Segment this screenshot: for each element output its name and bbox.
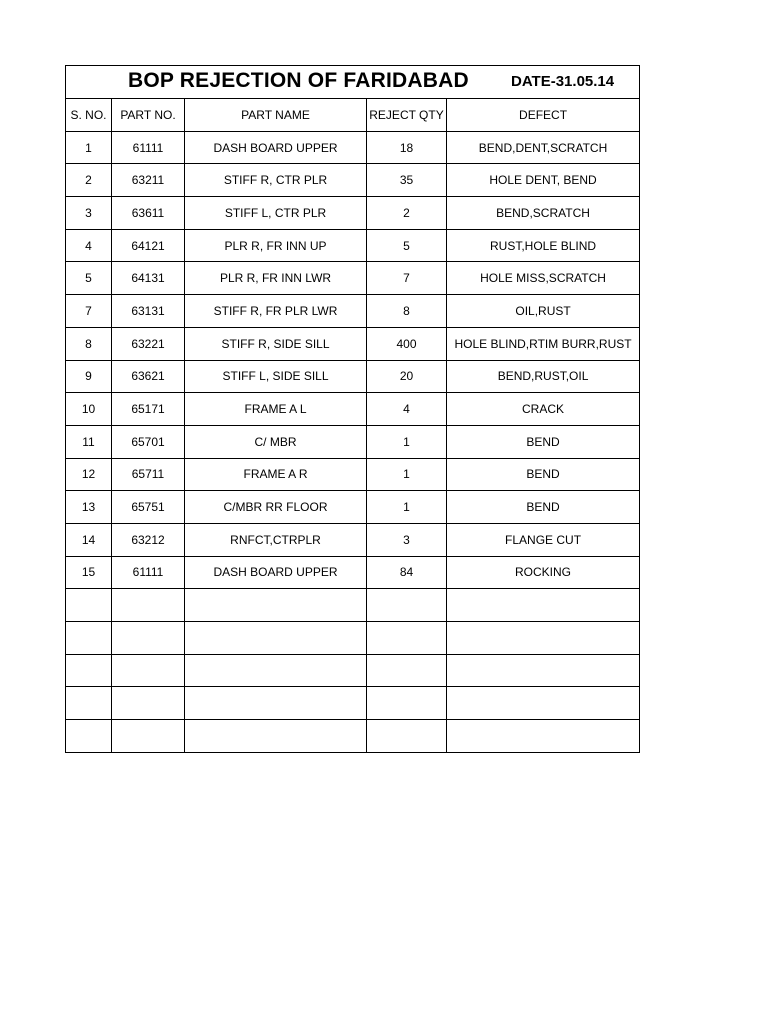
- table-row: [66, 556, 640, 589]
- cell-defect: RUST,HOLE BLIND: [447, 229, 640, 262]
- cell-part-name: STIFF L, SIDE SILL: [185, 360, 367, 393]
- cell-defect: OIL,RUST: [447, 295, 640, 328]
- table-body: [66, 66, 640, 753]
- table-row: [66, 523, 640, 556]
- cell-sno: 14: [66, 523, 112, 556]
- cell-part-no: [112, 589, 185, 622]
- cell-part-name: PLR R, FR INN LWR: [185, 262, 367, 295]
- cell-part-name: FRAME A R: [185, 458, 367, 491]
- cell-defect: [447, 589, 640, 622]
- cell-part-no: 63221: [112, 327, 185, 360]
- cell-part-no: 65701: [112, 425, 185, 458]
- cell-part-name: DASH BOARD UPPER: [185, 556, 367, 589]
- table-row: [66, 360, 640, 393]
- cell-reject-qty: [367, 720, 447, 753]
- cell-reject-qty: 1: [367, 491, 447, 524]
- cell-sno: 5: [66, 262, 112, 295]
- cell-sno: 10: [66, 393, 112, 426]
- cell-reject-qty: 4: [367, 393, 447, 426]
- cell-sno: 8: [66, 327, 112, 360]
- table-row: [66, 458, 640, 491]
- cell-part-name: PLR R, FR INN UP: [185, 229, 367, 262]
- cell-part-name: [185, 589, 367, 622]
- table-row: [66, 720, 640, 753]
- cell-sno: 2: [66, 164, 112, 197]
- cell-defect: BEND: [447, 491, 640, 524]
- cell-part-no: 65711: [112, 458, 185, 491]
- cell-defect: HOLE BLIND,RTIM BURR,RUST: [447, 327, 640, 360]
- cell-part-no: 61111: [112, 131, 185, 164]
- cell-part-no: [112, 687, 185, 720]
- cell-part-no: 61111: [112, 556, 185, 589]
- cell-defect: BEND: [447, 458, 640, 491]
- cell-part-no: 63611: [112, 197, 185, 230]
- cell-part-name: STIFF R, SIDE SILL: [185, 327, 367, 360]
- cell-reject-qty: 1: [367, 425, 447, 458]
- cell-defect: [447, 720, 640, 753]
- rejection-table: [65, 65, 640, 753]
- cell-part-no: 65171: [112, 393, 185, 426]
- cell-sno: [66, 654, 112, 687]
- cell-reject-qty: 20: [367, 360, 447, 393]
- cell-reject-qty: 5: [367, 229, 447, 262]
- cell-part-no: 64121: [112, 229, 185, 262]
- cell-defect: [447, 687, 640, 720]
- table-row: [66, 491, 640, 524]
- cell-part-no: [112, 720, 185, 753]
- header-row: [66, 99, 640, 132]
- table-row: [66, 295, 640, 328]
- cell-reject-qty: [367, 687, 447, 720]
- table-row: [66, 622, 640, 655]
- cell-defect: HOLE DENT, BEND: [447, 164, 640, 197]
- header-part-name: PART NAME: [185, 99, 367, 132]
- cell-defect: [447, 654, 640, 687]
- cell-part-no: 63211: [112, 164, 185, 197]
- cell-reject-qty: 84: [367, 556, 447, 589]
- cell-part-no: 65751: [112, 491, 185, 524]
- cell-reject-qty: 1: [367, 458, 447, 491]
- table-row: [66, 425, 640, 458]
- cell-sno: [66, 589, 112, 622]
- cell-sno: [66, 687, 112, 720]
- cell-part-no: 64131: [112, 262, 185, 295]
- cell-sno: 1: [66, 131, 112, 164]
- table-row: [66, 164, 640, 197]
- cell-part-no: [112, 622, 185, 655]
- cell-reject-qty: 3: [367, 523, 447, 556]
- cell-defect: HOLE MISS,SCRATCH: [447, 262, 640, 295]
- cell-sno: 13: [66, 491, 112, 524]
- table-row: [66, 262, 640, 295]
- cell-defect: BEND,RUST,OIL: [447, 360, 640, 393]
- table-row: [66, 327, 640, 360]
- cell-part-name: STIFF R, CTR PLR: [185, 164, 367, 197]
- cell-defect: BEND,SCRATCH: [447, 197, 640, 230]
- cell-reject-qty: [367, 589, 447, 622]
- cell-defect: ROCKING: [447, 556, 640, 589]
- cell-sno: 12: [66, 458, 112, 491]
- header-reject-qty: REJECT QTY: [367, 99, 447, 132]
- cell-part-no: [112, 654, 185, 687]
- cell-reject-qty: 400: [367, 327, 447, 360]
- cell-part-no: 63212: [112, 523, 185, 556]
- cell-part-name: [185, 687, 367, 720]
- title-row: [66, 66, 640, 99]
- header-sno: S. NO.: [66, 99, 112, 132]
- table-row: [66, 229, 640, 262]
- cell-reject-qty: 2: [367, 197, 447, 230]
- cell-part-no: 63621: [112, 360, 185, 393]
- cell-reject-qty: 18: [367, 131, 447, 164]
- cell-part-name: [185, 622, 367, 655]
- cell-defect: [447, 622, 640, 655]
- cell-part-name: C/MBR RR FLOOR: [185, 491, 367, 524]
- cell-reject-qty: 7: [367, 262, 447, 295]
- table-row: [66, 393, 640, 426]
- table-row: [66, 589, 640, 622]
- title-cell: [66, 66, 640, 99]
- table-row: [66, 654, 640, 687]
- cell-part-name: [185, 654, 367, 687]
- cell-reject-qty: 35: [367, 164, 447, 197]
- cell-reject-qty: [367, 654, 447, 687]
- cell-defect: CRACK: [447, 393, 640, 426]
- cell-part-name: STIFF R, FR PLR LWR: [185, 295, 367, 328]
- cell-defect: BEND: [447, 425, 640, 458]
- cell-part-name: STIFF L, CTR PLR: [185, 197, 367, 230]
- cell-part-name: [185, 720, 367, 753]
- cell-sno: 4: [66, 229, 112, 262]
- cell-part-no: 63131: [112, 295, 185, 328]
- cell-sno: [66, 720, 112, 753]
- table-row: [66, 687, 640, 720]
- cell-defect: BEND,DENT,SCRATCH: [447, 131, 640, 164]
- cell-part-name: DASH BOARD UPPER: [185, 131, 367, 164]
- cell-part-name: RNFCT,CTRPLR: [185, 523, 367, 556]
- cell-reject-qty: [367, 622, 447, 655]
- document-date: DATE-31.05.14: [511, 73, 615, 90]
- header-defect: DEFECT: [447, 99, 640, 132]
- cell-part-name: C/ MBR: [185, 425, 367, 458]
- cell-sno: 9: [66, 360, 112, 393]
- cell-sno: [66, 622, 112, 655]
- cell-defect: FLANGE CUT: [447, 523, 640, 556]
- table-row: [66, 131, 640, 164]
- document-title: BOP REJECTION OF FARIDABAD: [128, 69, 469, 92]
- cell-sno: 3: [66, 197, 112, 230]
- cell-sno: 11: [66, 425, 112, 458]
- header-part-no: PART NO.: [112, 99, 185, 132]
- table-row: [66, 197, 640, 230]
- cell-sno: 15: [66, 556, 112, 589]
- cell-reject-qty: 8: [367, 295, 447, 328]
- cell-sno: 7: [66, 295, 112, 328]
- cell-part-name: FRAME A L: [185, 393, 367, 426]
